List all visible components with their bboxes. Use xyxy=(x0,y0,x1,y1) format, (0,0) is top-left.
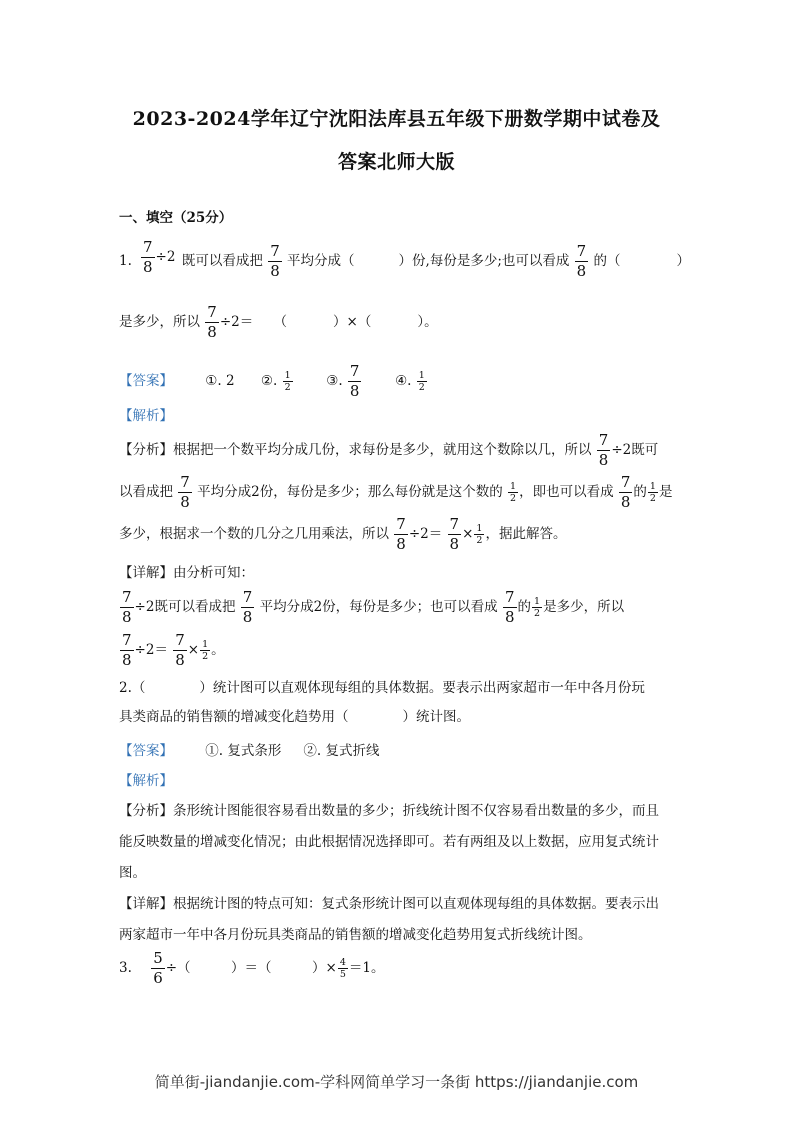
fraction-7-8: $\frac{7}{8}$ xyxy=(242,588,253,626)
fraction-7-8: $\frac{7}{8}$ xyxy=(504,588,515,626)
fraction-7-8: $\frac{7}{8}$ xyxy=(143,238,153,276)
q1-expression-top: $\frac{7}{8}$ ÷2 xyxy=(143,238,176,276)
answer-label: 【答案】 xyxy=(119,373,173,389)
fraction-7-8: $\frac{7}{8}$ xyxy=(598,431,609,469)
fraction-7-8: $\frac{7}{8}$ xyxy=(122,588,132,626)
q1-xj-line0: 【详解】由分析可知： xyxy=(119,565,254,581)
answer-label: 【答案】 xyxy=(119,743,173,759)
fraction-7-8: $\frac{7}{8}$ xyxy=(175,631,185,669)
q2-answer: 【答案】 ①. 复式条形 ②. 复式折线 xyxy=(119,743,380,759)
fraction-7-8: $\frac{7}{8}$ xyxy=(180,473,190,511)
fraction-7-8: $\frac{7}{8}$ xyxy=(620,473,631,511)
q2-line2: 具类商品的销售额的增减变化趋势用（ ）统计图。 xyxy=(119,709,470,725)
q2-xj-line2: 两家超市一年中各月份玩具类商品的销售额的增减变化趋势用复式折线统计图。 xyxy=(119,927,592,943)
q2-fx-line2: 能反映数量的增减变化情况；由此根据情况选择即可。若有两组及以上数据，应用复式统计 xyxy=(119,834,659,850)
fraction-1-2: $\frac{1}{2}$ xyxy=(202,638,209,662)
q2-xj-line1: 【详解】根据统计图的特点可知：复式条形统计图可以直观体现每组的具体数据。要表示出 xyxy=(119,896,659,912)
document-title-line1: 2023-2024学年辽宁沈阳法库县五年级下册数学期中试卷及 xyxy=(132,108,661,130)
q1-answer: 【答案】 ①. 2 ②. $\frac{1}{2}$ ③. $\frac{7}{8}$ ④. $\frac{1}{2}$ xyxy=(119,362,425,400)
q3-line: 3. $\frac{5}{6}$ ÷（ ）＝（ ）× $\frac{4}{5}$ ＝1。 xyxy=(119,949,385,987)
q2-analysis-label: 【解析】 xyxy=(119,773,173,789)
fraction-1-2: $\frac{1}{2}$ xyxy=(534,595,541,619)
fraction-1-2: $\frac{1}{2}$ xyxy=(418,369,425,393)
fraction-7-8: $\frac{7}{8}$ xyxy=(576,242,587,280)
fraction-7-8: $\frac{7}{8}$ xyxy=(122,631,132,669)
fraction-1-2: $\frac{1}{2}$ xyxy=(649,480,656,504)
fraction-1-2: $\frac{1}{2}$ xyxy=(284,369,291,393)
fraction-4-5: $\frac{4}{5}$ xyxy=(339,956,346,980)
q1-fx-line2: 以看成把 $\frac{7}{8}$ 平均分成2份，每份是多少；那么每份就是这个数的 $\frac{1}{2}$ ，即也可以看成 $\frac{7}{8}$ 的 $\frac{1}{2}$ 是 xyxy=(119,473,673,511)
q1-line1: 1. 既可以看成把 $\frac{7}{8}$ 平均分成（ ）份,每份是多少;也可以看成 $\frac{7}{8}$ 的（ ） xyxy=(119,242,691,280)
q2-fx-line3: 图。 xyxy=(119,865,146,881)
fraction-7-8: $\frac{7}{8}$ xyxy=(207,303,217,341)
q1-fx-line3: 多少，根据求一个数的几分之几用乘法，所以 $\frac{7}{8}$ ÷2＝ $\frac{7}{8}$ × $\frac{1}{2}$ ，据此解答。 xyxy=(119,515,567,553)
fraction-7-8: $\frac{7}{8}$ xyxy=(396,515,406,553)
q1-line2: 是多少，所以 $\frac{7}{8}$ ÷2＝ （ ）×（ ）。 xyxy=(119,303,438,341)
q1-analysis-label: 【解析】 xyxy=(119,408,173,424)
q1-xj-line1: $\frac{7}{8}$ ÷2既可以看成把 $\frac{7}{8}$ 平均分成2份，每份是多少；也可以看成 $\frac{7}{8}$ 的 $\frac{1}{2}$ 是多少，所以 xyxy=(122,588,625,626)
fraction-1-2: $\frac{1}{2}$ xyxy=(476,522,483,546)
q1-fx-line1: 【分析】根据把一个数平均分成几份，求每份是多少，就用这个数除以几，所以 $\frac{7}{8}$ ÷2既可 xyxy=(119,431,659,469)
q2-line1: 2.（ ）统计图可以直观体现每组的具体数据。要表示出两家超市一年中各月份玩 xyxy=(119,680,645,696)
q2-fx-line1: 【分析】条形统计图能很容易看出数量的多少；折线统计图不仅容易看出数量的多少，而且 xyxy=(119,803,659,819)
fraction-1-2: $\frac{1}{2}$ xyxy=(510,480,517,504)
fraction-5-6: $\frac{5}{6}$ xyxy=(153,949,163,987)
q1-xj-line2: $\frac{7}{8}$ ÷2＝ $\frac{7}{8}$ × $\frac{1}{2}$ 。 xyxy=(122,631,225,669)
fraction-7-8: $\frac{7}{8}$ xyxy=(270,242,280,280)
document-title-line2: 答案北师大版 xyxy=(337,151,455,173)
page-footer: 简单街-jiandanjie.com-学科网简单学习一条街 https://jiandanjie.com xyxy=(154,1073,639,1091)
fraction-7-8: $\frac{7}{8}$ xyxy=(349,362,360,400)
fraction-7-8: $\frac{7}{8}$ xyxy=(449,515,460,553)
section-heading: 一、填空（25分） xyxy=(119,210,233,226)
